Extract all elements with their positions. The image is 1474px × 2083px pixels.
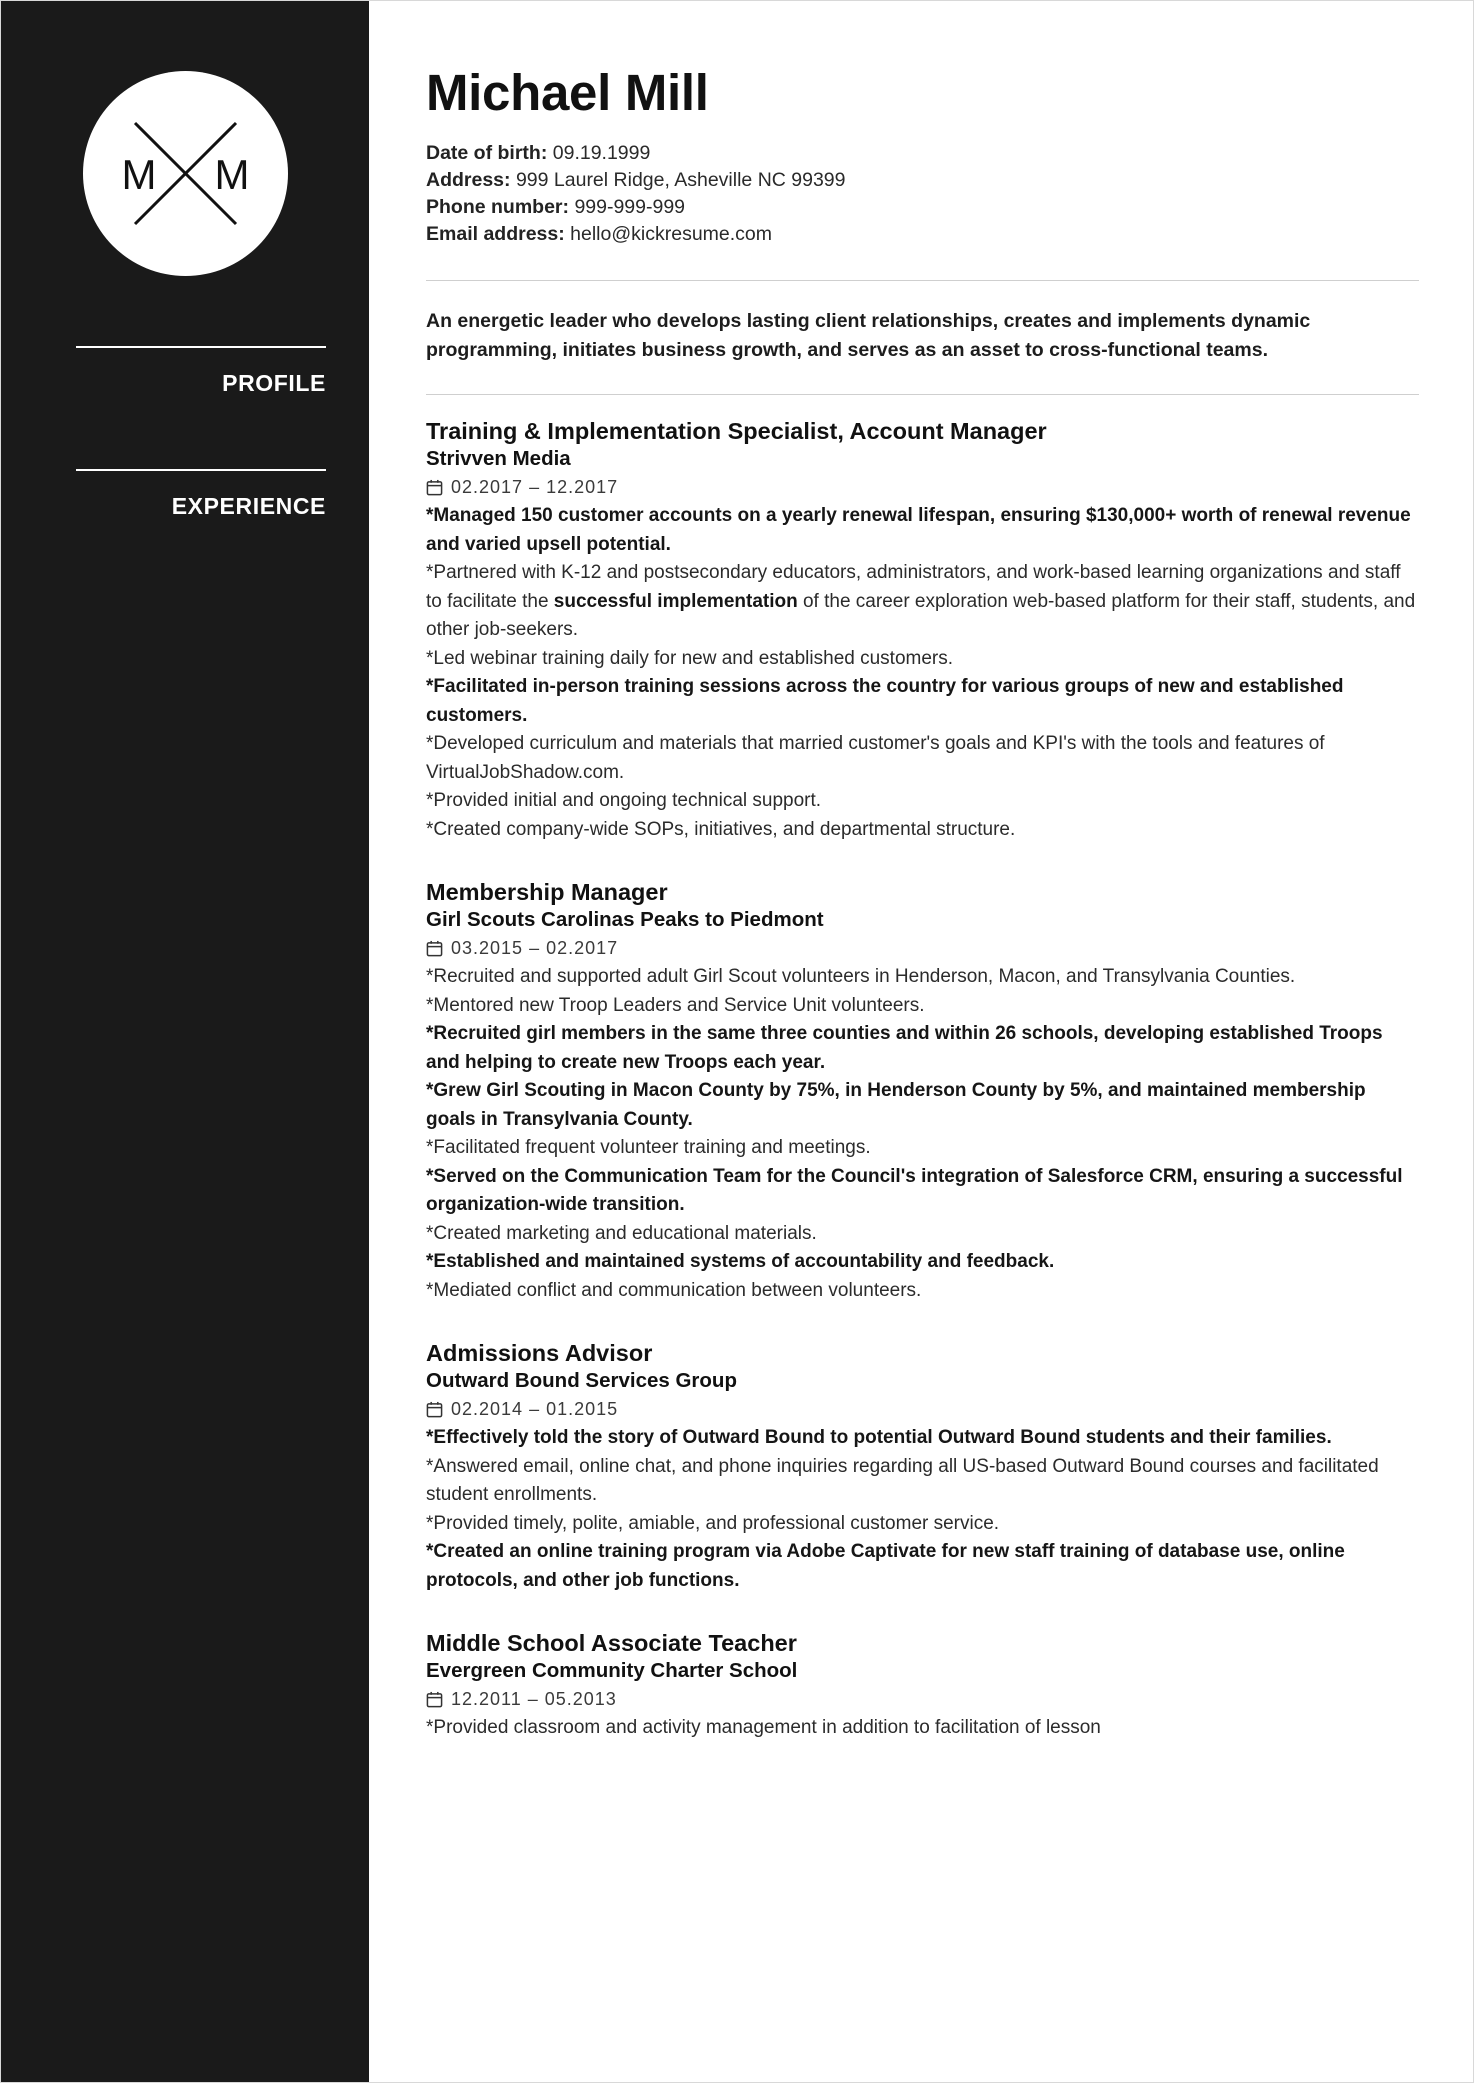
experience-item xyxy=(426,1339,1419,1595)
job-title: Membership Manager xyxy=(426,879,668,905)
job-bullet: *Provided classroom and activity management in addition to facilitation of lesson xyxy=(426,1717,1101,1738)
sidebar-section-profile xyxy=(1,346,369,397)
sidebar xyxy=(1,1,369,2082)
bullet-text-pre: *Partnered with K-12 and postsecondary educators, administrators, and work-based learning organizations and staff to facilitate the xyxy=(426,562,1401,612)
sidebar-divider xyxy=(76,346,326,348)
job-bullet: *Grew Girl Scouting in Macon County by 75%, in Henderson County by 5%, and maintained membership goals in Transylvania County. xyxy=(426,1080,1366,1130)
contact-label-dob: Date of birth: xyxy=(426,142,548,164)
job-company: Strivven Media xyxy=(426,447,571,470)
contact-value-address: 999 Laurel Ridge, Asheville NC 99399 xyxy=(515,169,846,191)
divider xyxy=(426,280,1419,281)
bullet-text-post: of the career exploration web-based platform for their staff, students, and other job-seekers. xyxy=(426,590,1416,640)
job-bullet: *Served on the Communication Team for the Council's integration of Salesforce CRM, ensuring a successful organization-wide transition. xyxy=(426,1165,1403,1215)
job-bullet: *Recruited and supported adult Girl Scout volunteers in Henderson, Macon, and Transylvania Counties. xyxy=(426,966,1296,987)
job-bullet: *Established and maintained systems of accountability and feedback. xyxy=(426,1251,1055,1272)
job-date xyxy=(426,477,1419,498)
contact-label-address: Address: xyxy=(426,169,511,191)
job-company: Evergreen Community Charter School xyxy=(426,1659,798,1682)
calendar-icon xyxy=(426,1691,443,1708)
job-bullet: *Provided timely, polite, amiable, and professional customer service. xyxy=(426,1512,1000,1534)
contact-label-email: Email address: xyxy=(426,223,565,245)
job-bullet: *Answered email, online chat, and phone inquiries regarding all US-based Outward Bound courses and facilitated student enrollments. xyxy=(426,1455,1379,1505)
profile-summary: An energetic leader who develops lasting client relationships, creates and implements dynamic programming, initiates business growth, and serves as an asset to cross-functional teams. xyxy=(426,310,1311,361)
job-bullet: *Mentored new Troop Leaders and Service Unit volunteers. xyxy=(426,994,925,1016)
monogram-icon xyxy=(83,71,288,276)
job-bullet: *Effectively told the story of Outward Bound to potential Outward Bound students and their families. xyxy=(426,1427,1332,1448)
monogram-right-letter: M xyxy=(214,151,249,198)
job-bullet: *Facilitated in-person training sessions across the country for various groups of new and established customers. xyxy=(426,676,1344,726)
experience-item xyxy=(426,1629,1419,1743)
calendar-icon xyxy=(426,1401,443,1418)
job-bullet xyxy=(426,559,1419,645)
calendar-icon xyxy=(426,479,443,496)
contact-row xyxy=(426,140,1419,167)
job-bullet: *Created marketing and educational materials. xyxy=(426,1222,817,1244)
page-title: Michael Mill xyxy=(426,64,709,121)
job-title: Middle School Associate Teacher xyxy=(426,1630,797,1656)
job-bullets xyxy=(426,963,1419,1305)
job-bullets xyxy=(426,502,1419,844)
sidebar-section-experience xyxy=(1,469,369,520)
sidebar-label-experience: EXPERIENCE xyxy=(171,493,326,519)
sidebar-divider xyxy=(76,469,326,471)
job-date-text: 02.2017 – 12.2017 xyxy=(451,477,619,497)
contact-value-phone: 999-999-999 xyxy=(574,196,686,218)
monogram-logo xyxy=(83,71,288,276)
bullet-text-strong: successful implementation xyxy=(553,590,798,612)
job-bullet: *Led webinar training daily for new and established customers. xyxy=(426,647,954,669)
sidebar-label-profile: PROFILE xyxy=(222,370,326,396)
experience-item xyxy=(426,417,1419,844)
job-bullet: *Managed 150 customer accounts on a yearly renewal lifespan, ensuring $130,000+ worth of renewal revenue and varied upsell potential. xyxy=(426,505,1411,555)
contact-row xyxy=(426,194,1419,221)
contact-row xyxy=(426,221,1419,248)
job-bullet: *Recruited girl members in the same three counties and within 26 schools, developing established Troops and helping to create new Troops each year. xyxy=(426,1023,1383,1073)
job-date-text: 03.2015 – 02.2017 xyxy=(451,938,619,958)
contact-row xyxy=(426,167,1419,194)
job-bullet: *Provided initial and ongoing technical support. xyxy=(426,790,822,811)
experience-item xyxy=(426,878,1419,1305)
job-title: Admissions Advisor xyxy=(426,1340,653,1366)
contact-value-email: hello@kickresume.com xyxy=(570,223,773,245)
job-date-text: 12.2011 – 05.2013 xyxy=(451,1689,617,1709)
experience-list xyxy=(426,417,1419,1743)
job-date xyxy=(426,1399,1419,1420)
job-bullet: *Mediated conflict and communication between volunteers. xyxy=(426,1279,922,1301)
job-date-text: 02.2014 – 01.2015 xyxy=(451,1399,619,1419)
job-company: Outward Bound Services Group xyxy=(426,1369,737,1392)
contact-label-phone: Phone number: xyxy=(426,196,570,218)
job-company: Girl Scouts Carolinas Peaks to Piedmont xyxy=(426,908,824,931)
job-title: Training & Implementation Specialist, Account Manager xyxy=(426,418,1047,444)
job-bullet: *Created an online training program via Adobe Captivate for new staff training of database use, online protocols, and other job functions. xyxy=(426,1541,1345,1591)
calendar-icon xyxy=(426,940,443,957)
job-date xyxy=(426,1689,1419,1710)
contact-block xyxy=(426,140,1419,248)
resume-content xyxy=(369,1,1473,2082)
job-bullets xyxy=(426,1424,1419,1595)
job-bullet: *Created company-wide SOPs, initiatives, and departmental structure. xyxy=(426,818,1016,840)
contact-value-dob: 09.19.1999 xyxy=(552,142,651,164)
divider xyxy=(426,394,1419,395)
job-bullet: *Developed curriculum and materials that married customer's goals and KPI's with the tools and features of VirtualJobShadow.com. xyxy=(426,733,1325,783)
job-date xyxy=(426,938,1419,959)
monogram-left-letter: M xyxy=(121,151,156,198)
job-bullet: *Facilitated frequent volunteer training and meetings. xyxy=(426,1137,871,1158)
job-bullets xyxy=(426,1714,1419,1743)
logo-wrap xyxy=(1,71,369,276)
